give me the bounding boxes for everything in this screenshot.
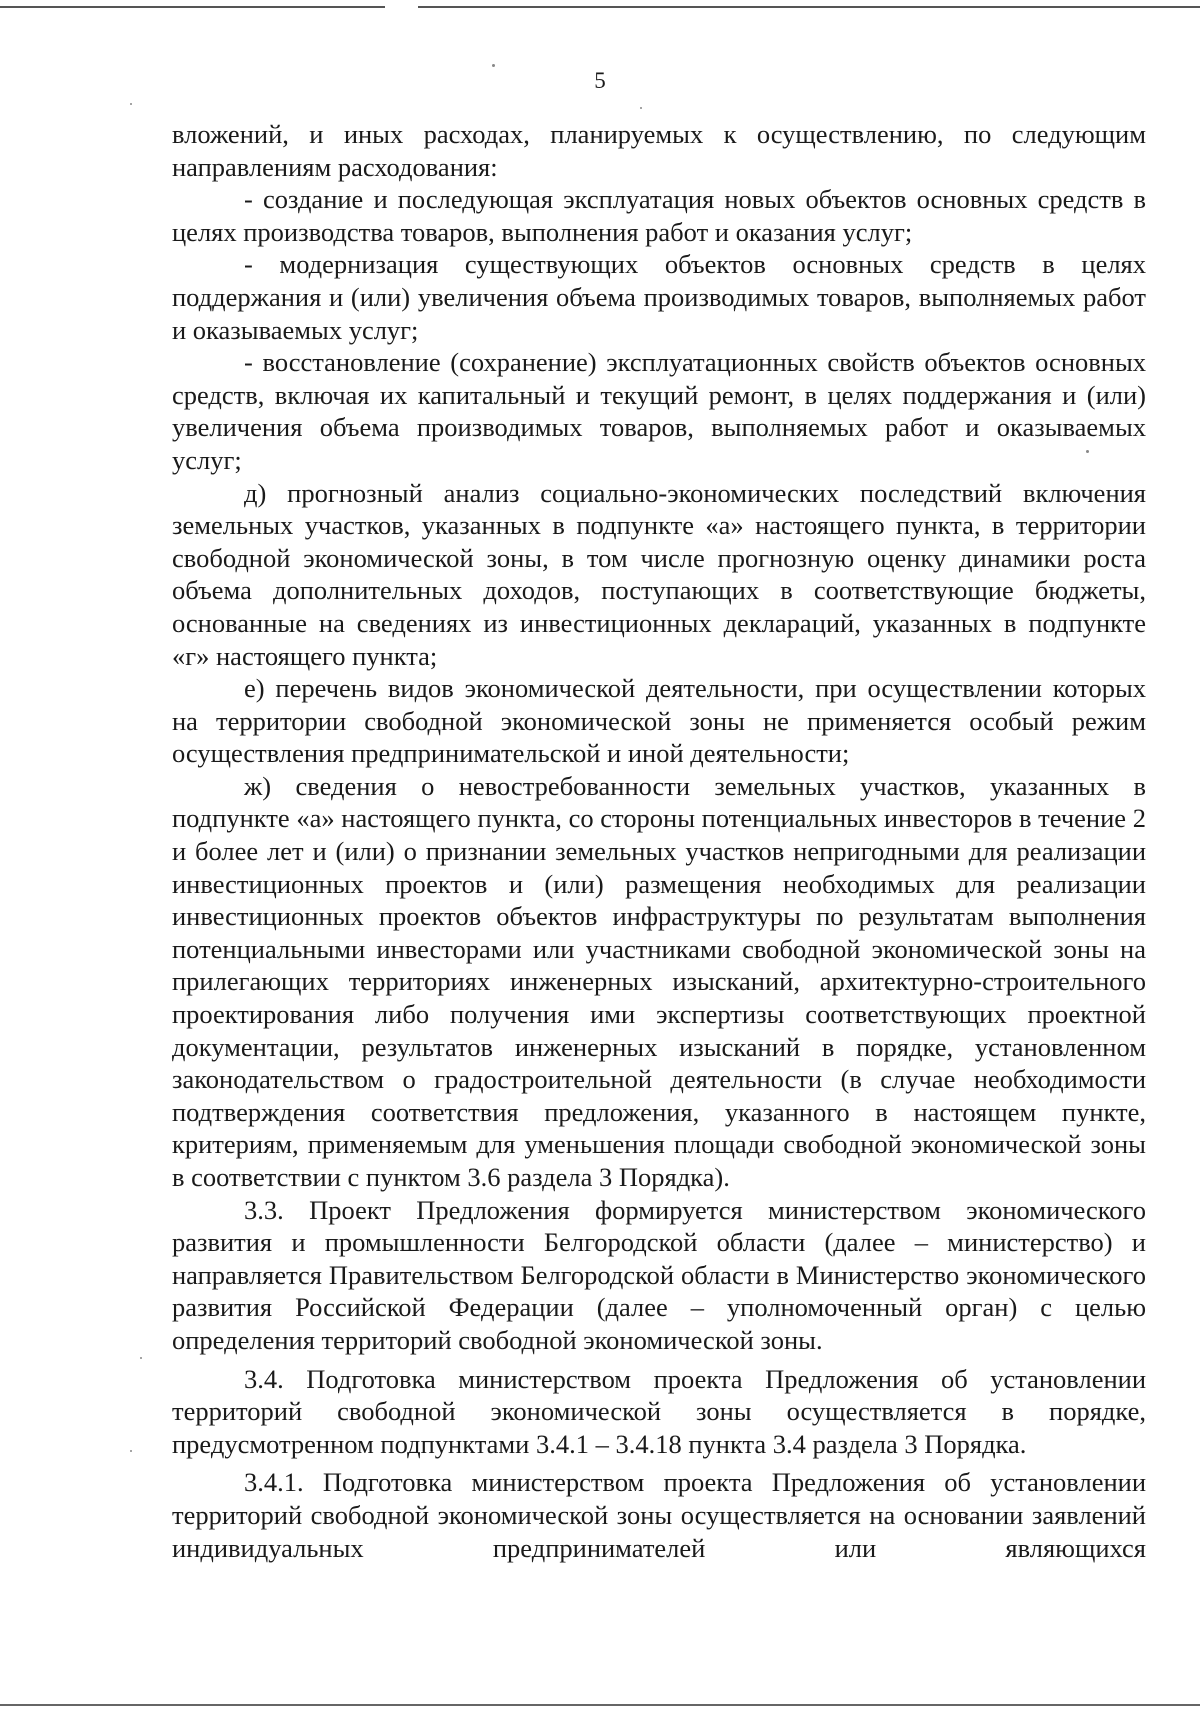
scan-speck [140,1357,142,1359]
scan-edge-line [418,6,1200,8]
scan-speck [640,107,642,109]
scan-edge-line [0,6,385,8]
clause-3-4-1: 3.4.1. Подготовка министерством проекта Предложения об установлении территорий свободной экономической зоны осуществляется на основании заявлений индивидуальных предпринимателей или являющихся [172,1467,1146,1563]
paragraph-continuation: вложений, и иных расходах, планируемых к осуществлению, по следующим направлениям расходования: [172,119,1146,182]
subclause-e: е) перечень видов экономической деятельности, при осуществлении которых на территории свободной экономической зоны не применяется особый режим осуществления предпринимательской и иной деятельности; [172,673,1146,769]
list-item-creation: - создание и последующая эксплуатация новых объектов основных средств в целях производства товаров, выполнения работ и оказания услуг; [172,184,1146,247]
list-item-restoration: - восстановление (сохранение) эксплуатационных свойств объектов основных средств, включая их капитальный и текущий ремонт, в целях поддержания и (или) увеличения объема производимых товаров, выполняемых работ и оказываемых услуг; [172,347,1146,475]
page-number: 5 [594,68,606,93]
clause-3-4: 3.4. Подготовка министерством проекта Предложения об установлении территорий свободной экономической зоны осуществляется в порядке, предусмотренном подпунктами 3.4.1 – 3.4.18 пункта 3.4 раздела 3 Порядка. [172,1363,1146,1459]
scan-speck [130,103,132,105]
subclause-d: д) прогнозный анализ социально-экономических последствий включения земельных участков, указанных в подпункте «а» настоящего пункта, в территории свободной экономической зоны, в том числе прогнозную оценку динамики роста объема дополнительных доходов, поступающих в соответствующие бюджеты, основанные на сведениях из инвестиционных деклараций, указанных в подпункте «г» настоящего пункта; [172,477,1146,671]
document-body [172,118,1146,1564]
list-item-modernization: - модернизация существующих объектов основных средств в целях поддержания и (или) увеличения объема производимых товаров, выполняемых работ и оказываемых услуг; [172,249,1146,345]
clause-3-3: 3.3. Проект Предложения формируется министерством экономического развития и промышленности Белгородской области (далее – министерство) и направляется Правительством Белгородской области в Министерство экономического развития Российской Федерации (далее – уполномоченный орган) с целью определения территорий свободной экономической зоны. [172,1194,1146,1355]
scan-edge-line [0,1704,1200,1706]
scan-speck [130,1450,132,1452]
subclause-zh: ж) сведения о невостребованности земельных участков, указанных в подпункте «а» настоящего пункта, со стороны потенциальных инвесторов в течение 2 и более лет и (или) о признании земельных участков непригодными для реализации инвестиционных проектов и (или) размещения необходимых для реализации инвестиционных проектов объектов инфраструктуры по результатам выполнения потенциальными инвесторами или участниками свободной экономической зоны на прилегающих территориях инженерных изысканий, архитектурно-строительного проектирования либо получения ими экспертизы соответствующих проектной документации, результатов инженерных изысканий в порядке, установленном законодательством о градостроительной деятельности (в случае необходимости подтверждения соответствия предложения, указанного в настоящем пункте, критериям, применяемым для уменьшения площади свободной экономической зоны в соответствии с пунктом 3.6 раздела 3 Порядка). [172,770,1146,1192]
